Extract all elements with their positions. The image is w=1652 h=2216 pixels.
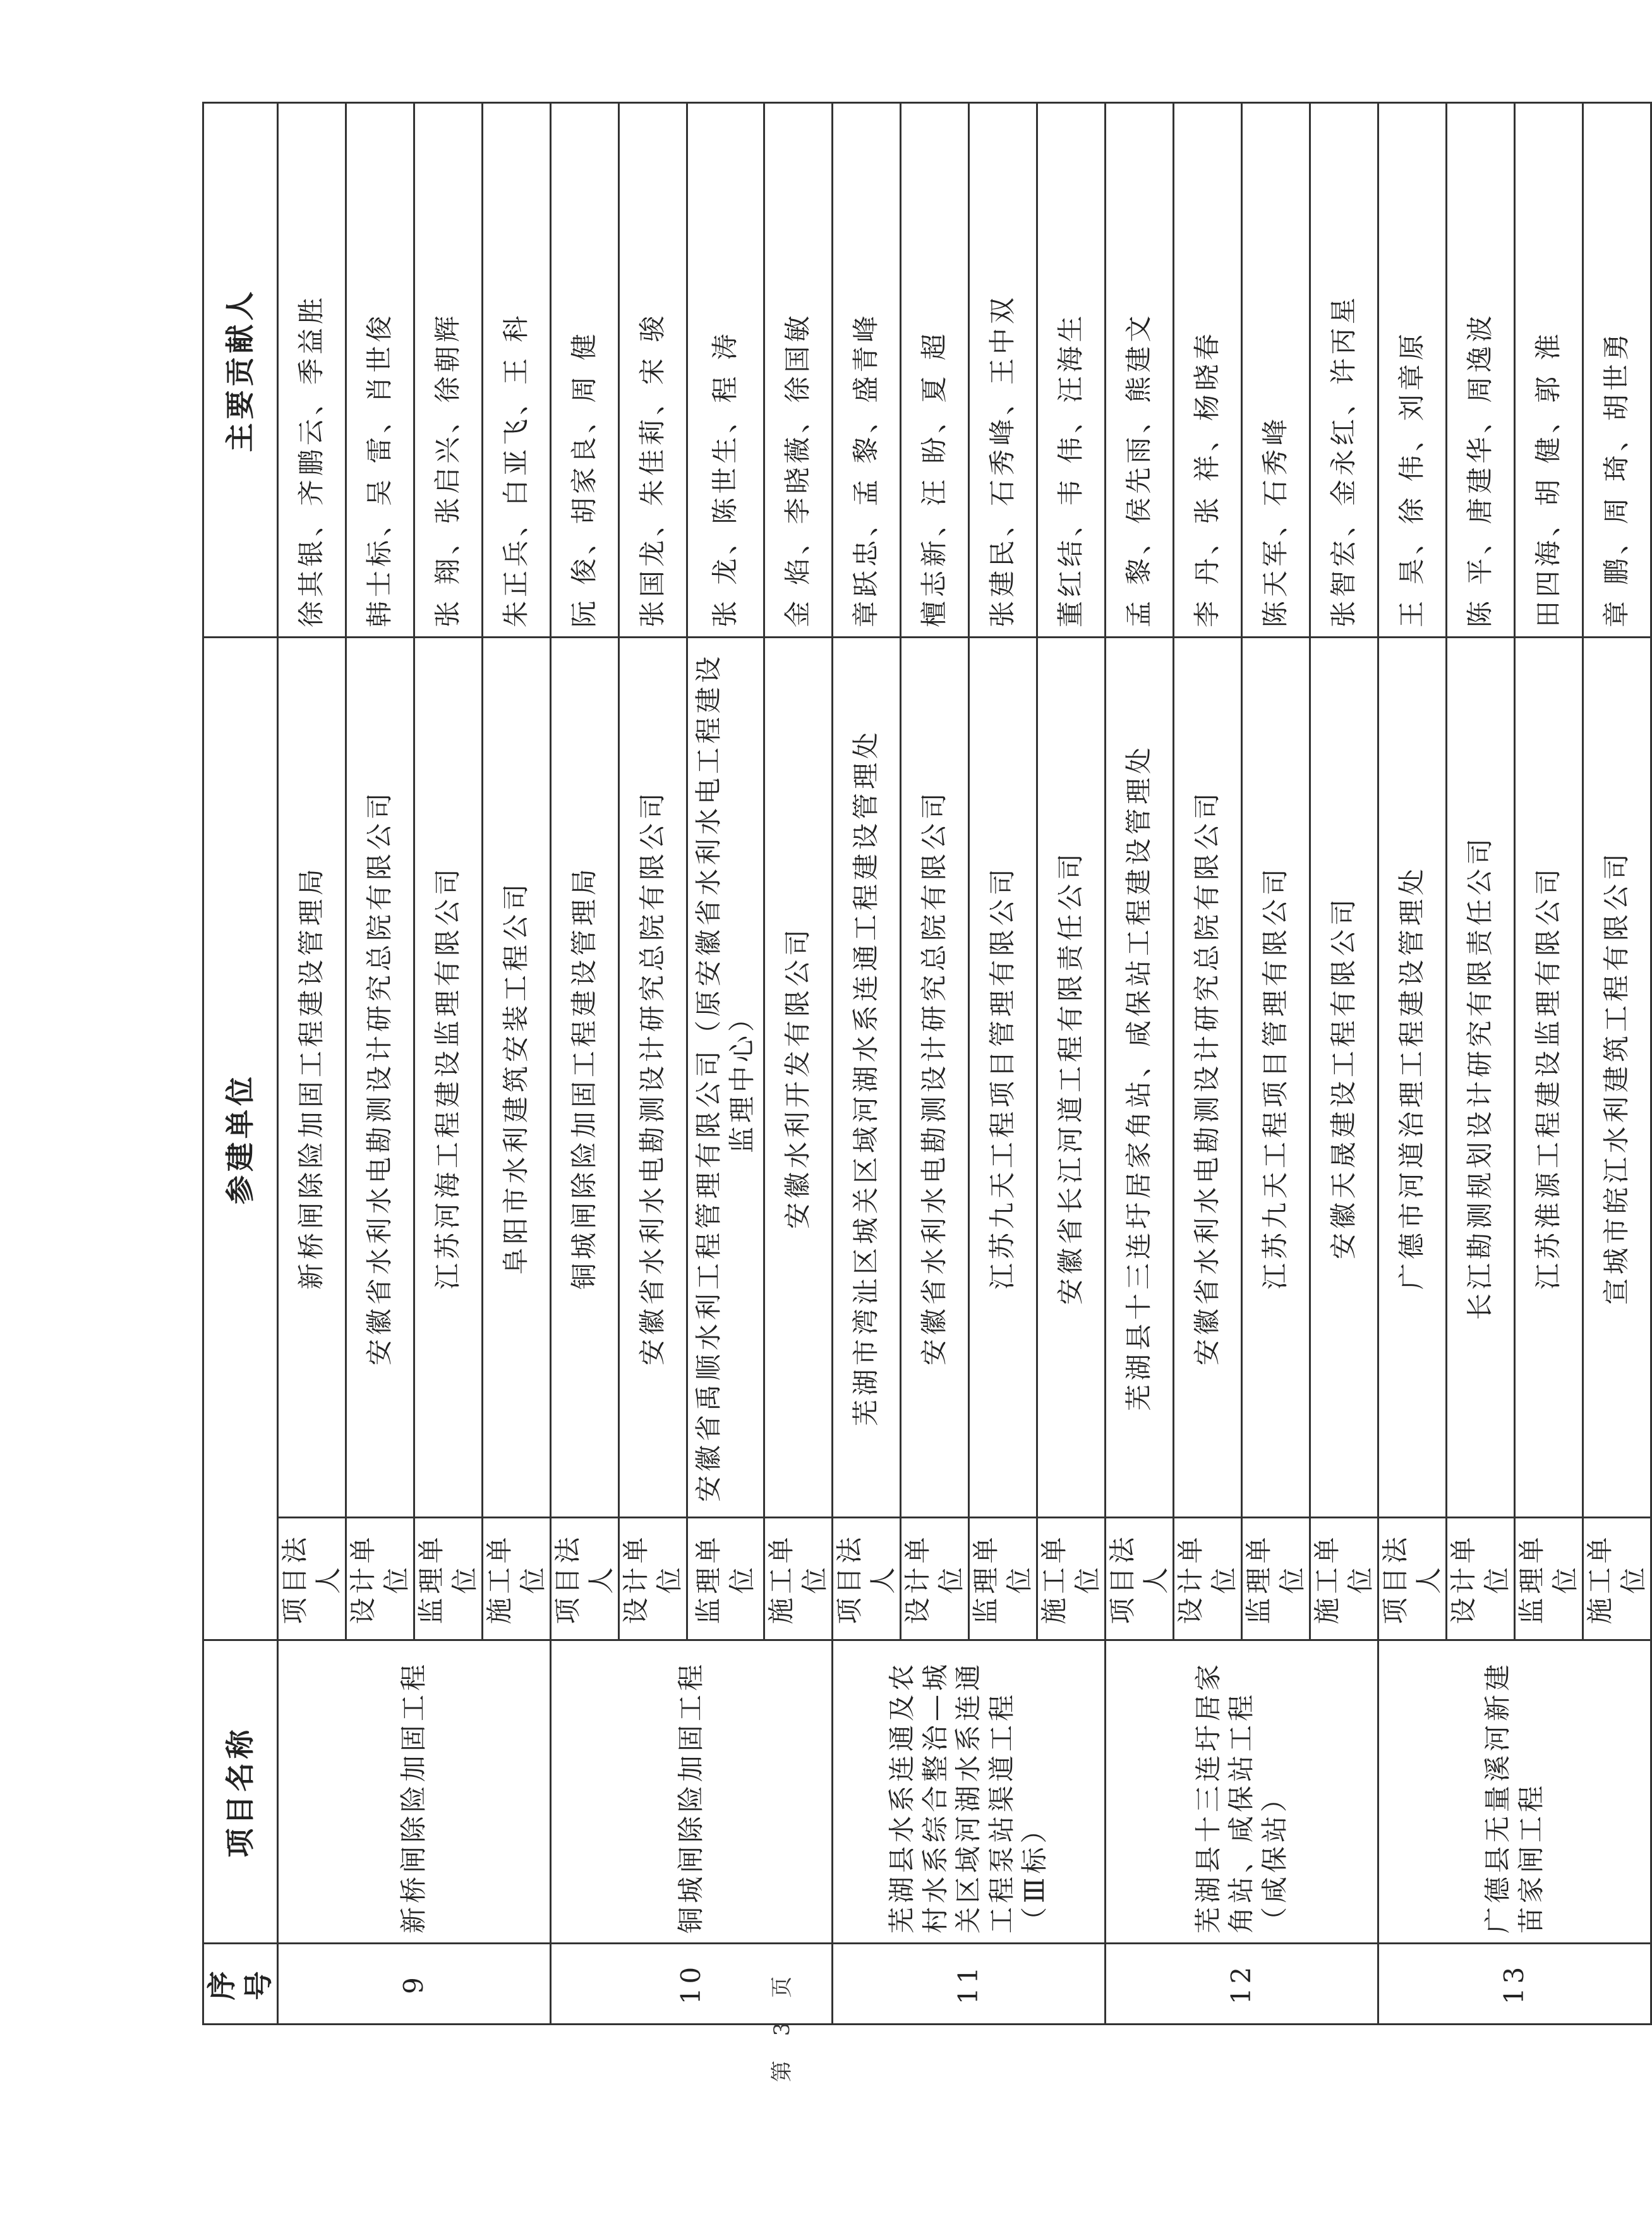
contributor-names: 李 丹、张 祥、杨晓春 bbox=[1174, 103, 1242, 638]
contributor-names: 陈 平、唐建华、周逸波 bbox=[1447, 103, 1515, 638]
unit-name: 江苏河海工程建设监理有限公司 bbox=[414, 638, 483, 1518]
contributor-names: 张国龙、朱佳莉、宋 骏 bbox=[619, 103, 687, 638]
unit-name: 江苏淮源工程建设监理有限公司 bbox=[1515, 638, 1583, 1518]
table-row bbox=[1106, 103, 1174, 2025]
project-name: 芜湖县十三连圩居家角站、咸保站工程（咸保站） bbox=[1106, 1640, 1378, 1944]
contributor-names: 朱正兵、白亚飞、王 科 bbox=[483, 103, 551, 638]
table-row bbox=[278, 103, 346, 2025]
unit-role: 设计单位 bbox=[346, 1518, 414, 1640]
unit-role: 项目法人 bbox=[1378, 1518, 1447, 1640]
project-seq: 11 bbox=[833, 1944, 1106, 2025]
unit-role: 项目法人 bbox=[833, 1518, 901, 1640]
unit-name: 安徽省水利水电勘测设计研究总院有限公司 bbox=[1174, 638, 1242, 1518]
contributor-names: 张 龙、陈世生、程 涛 bbox=[687, 103, 764, 638]
unit-role: 监理单位 bbox=[687, 1518, 764, 1640]
table-rotator bbox=[202, 104, 1649, 2025]
unit-name: 江苏九天工程项目管理有限公司 bbox=[1242, 638, 1310, 1518]
project-seq: 13 bbox=[1378, 1944, 1651, 2025]
unit-role: 项目法人 bbox=[551, 1518, 619, 1640]
unit-role: 项目法人 bbox=[278, 1518, 346, 1640]
project-name: 广德县无量溪河新建苗家闸工程 bbox=[1378, 1640, 1651, 1944]
unit-role: 施工单位 bbox=[1310, 1518, 1378, 1640]
contributor-names: 陈天军、石秀峰 bbox=[1242, 103, 1310, 638]
project-seq: 9 bbox=[278, 1944, 551, 2025]
unit-name: 安徽省禹顺水利工程管理有限公司（原安徽省水利水电工程建设监理中心） bbox=[687, 638, 764, 1518]
unit-name: 芜湖县十三连圩居家角站、咸保站工程建设管理处 bbox=[1106, 638, 1174, 1518]
unit-role: 施工单位 bbox=[1583, 1518, 1651, 1640]
unit-role: 监理单位 bbox=[1515, 1518, 1583, 1640]
contributor-names: 徐其银、齐鹏云、季益胜 bbox=[278, 103, 346, 638]
unit-role: 设计单位 bbox=[901, 1518, 969, 1640]
unit-role: 监理单位 bbox=[414, 1518, 483, 1640]
unit-role: 监理单位 bbox=[969, 1518, 1037, 1640]
contributor-names: 孟 黎、侯先雨、熊建文 bbox=[1106, 103, 1174, 638]
unit-role: 设计单位 bbox=[619, 1518, 687, 1640]
unit-role: 施工单位 bbox=[764, 1518, 833, 1640]
project-name: 铜城闸除险加固工程 bbox=[551, 1640, 833, 1944]
contributor-names: 章 鹏、周 琦、胡世勇 bbox=[1583, 103, 1651, 638]
unit-name: 阜阳市水利建筑安装工程公司 bbox=[483, 638, 551, 1518]
table-row bbox=[833, 103, 901, 2025]
unit-name: 安徽省长江河道工程有限责任公司 bbox=[1037, 638, 1106, 1518]
contributors-table bbox=[202, 102, 1652, 2025]
contributor-names: 董红结、韦 伟、汪海生 bbox=[1037, 103, 1106, 638]
unit-role: 设计单位 bbox=[1174, 1518, 1242, 1640]
table-row bbox=[1378, 103, 1447, 2025]
unit-role: 设计单位 bbox=[1447, 1518, 1515, 1640]
unit-name: 新桥闸除险加固工程建设管理局 bbox=[278, 638, 346, 1518]
contributor-names: 张 翔、张启兴、徐朝辉 bbox=[414, 103, 483, 638]
unit-name: 安徽天晟建设工程有限公司 bbox=[1310, 638, 1378, 1518]
unit-name: 江苏九天工程项目管理有限公司 bbox=[969, 638, 1037, 1518]
unit-name: 安徽省水利水电勘测设计研究总院有限公司 bbox=[901, 638, 969, 1518]
contributor-names: 王 昊、徐 伟、刘章原 bbox=[1378, 103, 1447, 638]
contributor-names: 张智宏、金永红、许丙星 bbox=[1310, 103, 1378, 638]
unit-name: 铜城闸除险加固工程建设管理局 bbox=[551, 638, 619, 1518]
contributor-names: 田四海、胡 健、郭 淮 bbox=[1515, 103, 1583, 638]
contributor-names: 张建民、石秀峰、王中双 bbox=[969, 103, 1037, 638]
unit-name: 安徽省水利水电勘测设计研究总院有限公司 bbox=[346, 638, 414, 1518]
unit-role: 施工单位 bbox=[483, 1518, 551, 1640]
unit-name: 安徽水利开发有限公司 bbox=[764, 638, 833, 1518]
unit-name: 安徽省水利水电勘测设计研究总院有限公司 bbox=[619, 638, 687, 1518]
header-project: 项目名称 bbox=[203, 1640, 278, 1944]
contributor-names: 韩士标、吴 雷、肖世俊 bbox=[346, 103, 414, 638]
unit-name: 长江勘测规划设计研究有限责任公司 bbox=[1447, 638, 1515, 1518]
header-contributors: 主要贡献人 bbox=[203, 103, 278, 638]
project-seq: 10 bbox=[551, 1944, 833, 2025]
table-row bbox=[551, 103, 619, 2025]
project-name: 芜湖县水系连通及农村水系综合整治—城关区域河湖水系连通工程泵站渠道工程（Ⅲ标） bbox=[833, 1640, 1106, 1944]
project-seq: 12 bbox=[1106, 1944, 1378, 2025]
contributor-names: 金 焰、李晓薇、徐国敏 bbox=[764, 103, 833, 638]
unit-role: 监理单位 bbox=[1242, 1518, 1310, 1640]
unit-name: 芜湖市湾沚区城关区域河湖水系连通工程建设管理处 bbox=[833, 638, 901, 1518]
contributor-names: 檀志新、汪 盼、夏 超 bbox=[901, 103, 969, 638]
unit-role: 施工单位 bbox=[1037, 1518, 1106, 1640]
table-body bbox=[278, 103, 1651, 2025]
unit-role: 项目法人 bbox=[1106, 1518, 1174, 1640]
page-footer: 第 3 页 bbox=[769, 1967, 795, 2082]
project-name: 新桥闸除险加固工程 bbox=[278, 1640, 551, 1944]
unit-name: 宣城市皖江水利建筑工程有限公司 bbox=[1583, 638, 1651, 1518]
header-row bbox=[203, 103, 278, 2025]
header-seq: 序号 bbox=[203, 1944, 278, 2025]
unit-name: 广德市河道治理工程建设管理处 bbox=[1378, 638, 1447, 1518]
contributor-names: 阮 俊、胡家良、周 健 bbox=[551, 103, 619, 638]
contributor-names: 章跃忠、孟 黎、盛青峰 bbox=[833, 103, 901, 638]
header-units: 参建单位 bbox=[203, 638, 278, 1640]
